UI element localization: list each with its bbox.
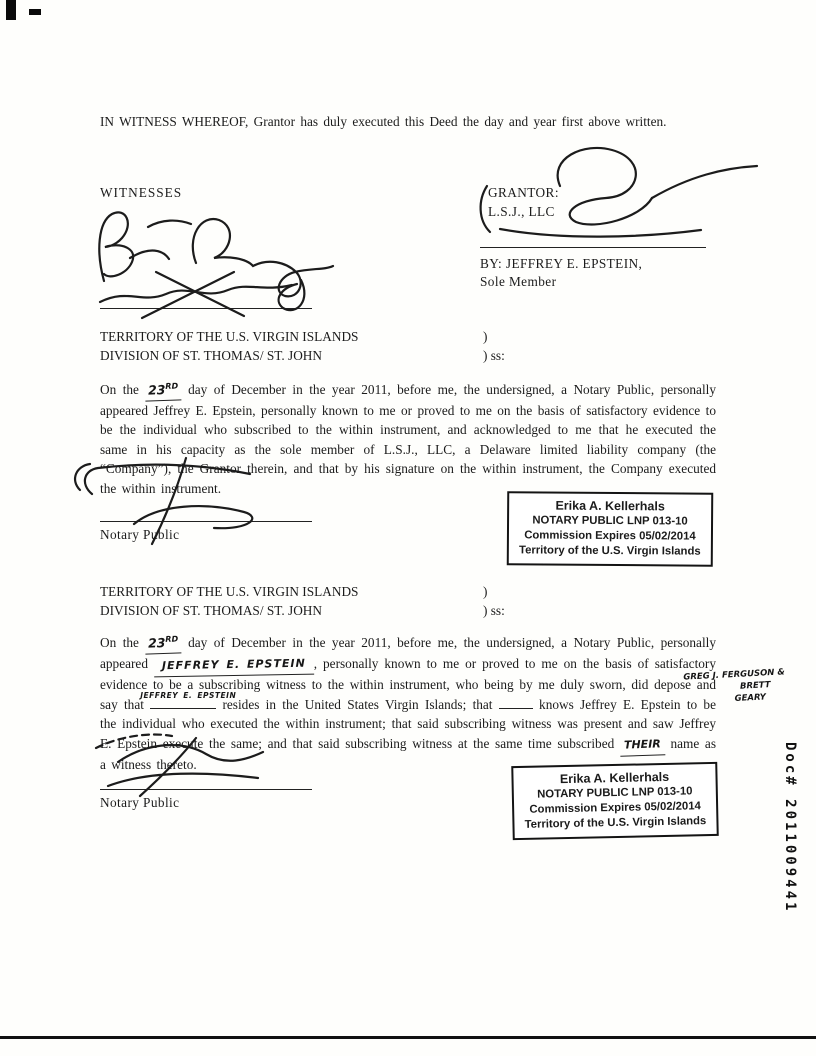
scan-artifact-mark: [29, 9, 41, 15]
handwritten-day-1: [145, 376, 182, 401]
venue-row: [100, 603, 700, 622]
blank-resides: [140, 691, 237, 709]
handwritten-their: THEIR: [620, 734, 665, 756]
venue-row: [100, 584, 700, 603]
witness-signature-2: [142, 272, 234, 318]
witnesses-label: WITNESSES: [100, 185, 183, 200]
notary-stamp-2: [511, 762, 719, 840]
stamp-license-line: NOTARY PUBLIC LNP 013-10: [532, 514, 688, 528]
scan-edge-line: [0, 1036, 816, 1039]
grantor-label: GRANTOR:: [488, 185, 559, 200]
witness-signature-line: [100, 308, 312, 309]
ack2-p6: Jeffrey E. Epstein to be the individual who executed the within instrument; that said subscribing witness was present and saw Jeffrey E. Epstein execute the same; and that said subscribing witness at the same time subscribed: [100, 696, 716, 751]
notary-public-label-1: Notary Public: [100, 527, 180, 542]
witness-signature-2: [100, 285, 292, 302]
day-suffix: RD: [165, 381, 179, 391]
handwritten-day-2: [145, 629, 182, 654]
grantor-signature: [500, 229, 701, 237]
stamp-expiry-line: Commission Expires 05/02/2014: [529, 800, 701, 816]
venue-row: [100, 348, 700, 367]
day-number: 23: [148, 382, 167, 398]
stamp-notary-name: Erika A. Kellerhals: [555, 498, 665, 514]
grantor-signature: [652, 166, 757, 198]
stamp-notary-name: Erika A. Kellerhals: [559, 769, 670, 787]
grantor-signature-line: [480, 247, 706, 248]
margin-note-line-3: GEARY: [734, 692, 767, 705]
margin-note-witness-names: [683, 666, 786, 707]
ack2-p5: knows: [539, 696, 574, 712]
ack1-pre: On the: [100, 382, 139, 398]
blank-knows: [499, 696, 533, 709]
handwritten-appeared-name: JEFFREY E. EPSTEIN: [154, 653, 314, 676]
venue-territory: TERRITORY OF THE U.S. VIRGIN ISLANDS: [100, 584, 359, 599]
handwritten-name-over-blank: JEFFREY E. EPSTEIN: [140, 691, 237, 701]
ack2-p2: day of December in the year 2011, before me, the undersigned, a Notary Public, personally appeared: [100, 635, 716, 671]
venue-row: [100, 329, 700, 348]
venue-division: DIVISION OF ST. THOMAS/ ST. JOHN: [100, 603, 323, 618]
day-suffix: RD: [165, 634, 179, 644]
venue-ss: ) ss:: [483, 603, 505, 618]
venue-division: DIVISION OF ST. THOMAS/ ST. JOHN: [100, 348, 323, 363]
document-number-stamp: Doc# 2011009441: [782, 742, 798, 914]
venue-paren: ): [483, 584, 488, 599]
notary-signature-1: [134, 506, 252, 528]
grantor-title: Sole Member: [480, 274, 557, 289]
witness-signature-1: [130, 221, 191, 259]
day-number: 23: [148, 635, 167, 651]
acknowledgment-1-paragraph: [100, 377, 716, 498]
stamp-territory-line: Territory of the U.S. Virgin Islands: [524, 815, 707, 831]
acknowledgment-2-paragraph: [100, 630, 716, 775]
stamp-license-line: NOTARY PUBLIC LNP 013-10: [537, 785, 693, 801]
notary-signature-1: [75, 464, 90, 490]
venue-paren: ): [483, 329, 488, 344]
witness-signature-1: [193, 219, 333, 296]
notary-signature-line-2: [100, 789, 312, 790]
ack2-p1: On the: [100, 635, 139, 651]
stamp-territory-line: Territory of the U.S. Virgin Islands: [518, 544, 701, 558]
notary-signature-2: [108, 774, 258, 786]
ack1-post: day of December in the year 2011, before me, the undersigned, a Notary Public, personally appeared Jeffrey E. Epstein, personally known to me or proved to me on the basis of satisfactory evidence to be the individual who subscribed to the within instrument, and acknowledged to me that he executed the same in his capacity as the sole member of L.S.J., LLC, a Delaware limited liability company (the “Company”), the Grantor therein, and that by his signature on the within instrument, the Company executed the within instrument.: [100, 382, 716, 496]
ack2-p3: , personally known to me or proved to me on the basis of satisfactory evidence to be a subscribing witness to the within instrument, who being by me duly sworn, did depose and say that: [100, 655, 716, 712]
ack2-p4: resides in the United States Virgin Islands; that: [222, 696, 493, 712]
scan-artifact-mark: [6, 0, 16, 20]
notary-signature-line-1: [100, 521, 312, 522]
grantor-company-name: L.S.J., LLC: [488, 204, 555, 219]
venue-block-2: [100, 584, 700, 622]
witness-signature-1: [99, 212, 133, 281]
notary-public-label-2: Notary Public: [100, 795, 180, 810]
venue-block-1: [100, 329, 700, 367]
witness-clause-paragraph: IN WITNESS WHEREOF, Grantor has duly executed this Deed the day and year first above written.: [100, 114, 667, 129]
grantor-by-line: BY: JEFFREY E. EPSTEIN,: [480, 256, 643, 271]
grantor-signature: [558, 148, 652, 225]
ack2-p7: name as a witness thereto.: [100, 735, 717, 773]
witness-signature-1: [279, 280, 305, 310]
venue-territory: TERRITORY OF THE U.S. VIRGIN ISLANDS: [100, 329, 359, 344]
venue-ss: ) ss:: [483, 348, 505, 363]
notary-stamp-1: [507, 491, 714, 566]
stamp-expiry-line: Commission Expires 05/02/2014: [524, 529, 696, 543]
margin-note-line-1: GREG J. FERGUSON &: [683, 667, 786, 683]
witness-signature-2: [156, 272, 244, 316]
margin-note-line-2: BRETT: [739, 680, 771, 692]
